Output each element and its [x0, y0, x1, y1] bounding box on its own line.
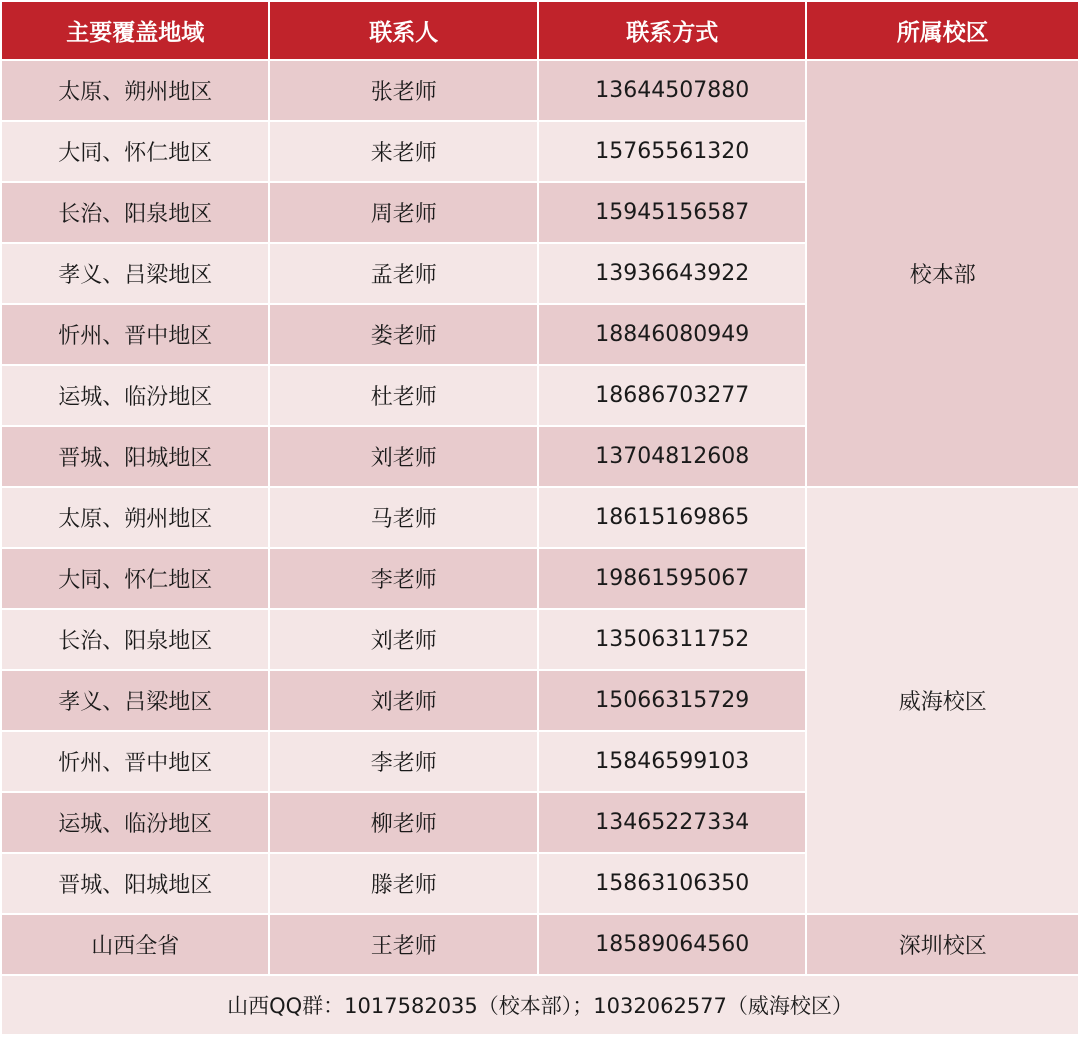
header-row	[2, 2, 1078, 59]
phone-cell: 15945156587	[539, 183, 805, 242]
phone-cell: 15066315729	[539, 671, 805, 730]
table-row	[2, 61, 1078, 120]
region-cell: 太原、朔州地区	[2, 61, 268, 120]
region-cell: 长治、阳泉地区	[2, 183, 268, 242]
region-cell: 运城、临汾地区	[2, 366, 268, 425]
region-cell: 山西全省	[2, 915, 268, 974]
region-cell: 大同、怀仁地区	[2, 122, 268, 181]
phone-cell: 13704812608	[539, 427, 805, 486]
phone-cell: 15863106350	[539, 854, 805, 913]
header-region: 主要覆盖地域	[2, 2, 268, 59]
contact-cell: 刘老师	[270, 671, 536, 730]
contact-cell: 李老师	[270, 549, 536, 608]
campus-shenzhen-cell: 深圳校区	[807, 915, 1078, 974]
footer-row	[2, 976, 1078, 1034]
phone-cell: 15765561320	[539, 122, 805, 181]
contact-cell: 李老师	[270, 732, 536, 791]
region-cell: 忻州、晋中地区	[2, 732, 268, 791]
contact-cell: 孟老师	[270, 244, 536, 303]
phone-cell: 13936643922	[539, 244, 805, 303]
contact-cell: 杜老师	[270, 366, 536, 425]
region-cell: 运城、临汾地区	[2, 793, 268, 852]
contact-cell: 刘老师	[270, 427, 536, 486]
phone-cell: 13506311752	[539, 610, 805, 669]
phone-cell: 15846599103	[539, 732, 805, 791]
contact-cell: 娄老师	[270, 305, 536, 364]
region-cell: 晋城、阳城地区	[2, 427, 268, 486]
header-contact: 联系人	[270, 2, 536, 59]
header-phone: 联系方式	[539, 2, 805, 59]
header-campus: 所属校区	[807, 2, 1078, 59]
region-cell: 孝义、吕梁地区	[2, 244, 268, 303]
table-row	[2, 488, 1078, 547]
contact-cell: 张老师	[270, 61, 536, 120]
phone-cell: 13465227334	[539, 793, 805, 852]
contact-cell: 来老师	[270, 122, 536, 181]
campus-main-cell: 校本部	[807, 61, 1078, 486]
contact-cell: 滕老师	[270, 854, 536, 913]
contact-cell: 柳老师	[270, 793, 536, 852]
contact-cell: 王老师	[270, 915, 536, 974]
phone-cell: 18686703277	[539, 366, 805, 425]
contact-cell: 周老师	[270, 183, 536, 242]
region-cell: 忻州、晋中地区	[2, 305, 268, 364]
region-cell: 太原、朔州地区	[2, 488, 268, 547]
contact-cell: 刘老师	[270, 610, 536, 669]
phone-cell: 18846080949	[539, 305, 805, 364]
qq-group-note: 山西QQ群：1017582035（校本部）；1032062577（威海校区）	[2, 976, 1078, 1034]
phone-cell: 19861595067	[539, 549, 805, 608]
phone-cell: 13644507880	[539, 61, 805, 120]
phone-cell: 18615169865	[539, 488, 805, 547]
contact-cell: 马老师	[270, 488, 536, 547]
region-cell: 孝义、吕梁地区	[2, 671, 268, 730]
campus-weihai-cell: 威海校区	[807, 488, 1078, 913]
phone-cell: 18589064560	[539, 915, 805, 974]
region-cell: 晋城、阳城地区	[2, 854, 268, 913]
region-cell: 大同、怀仁地区	[2, 549, 268, 608]
table-row	[2, 915, 1078, 974]
region-cell: 长治、阳泉地区	[2, 610, 268, 669]
